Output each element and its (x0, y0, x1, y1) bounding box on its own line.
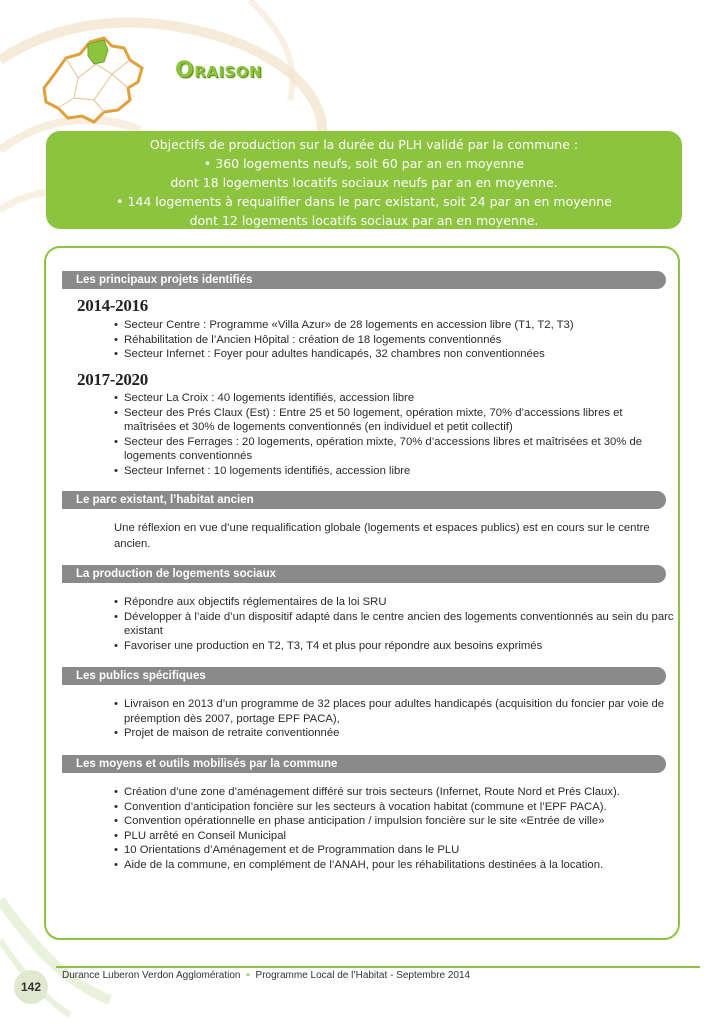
separator-text: - (390, 970, 397, 981)
list-item: • Aide de la commune, en complément de l’ANAH, pour les réhabilitations destinées à la location. (114, 858, 674, 873)
region-map-icon (38, 28, 148, 128)
list-item: • Secteur Centre : Programme «Villa Azur» de 28 logements en accession libre (T1, T2, T3) (114, 318, 674, 333)
footer-org: Durance Luberon Verdon Agglomération (62, 970, 241, 981)
footer-divider (56, 966, 700, 968)
list-item: • Secteur Infernet : Foyer pour adultes handicapés, 32 chambres non conventionnées (114, 347, 674, 362)
section-heading: La production de logements sociaux (62, 565, 666, 583)
list-item: • Secteur La Croix : 40 logements identifiés, accession libre (114, 391, 674, 406)
objectives-line: Objectifs de production sur la durée du PLH validé par la commune : (149, 137, 579, 152)
page-title: Oraison (175, 58, 263, 83)
section-heading: Les publics spécifiques (62, 667, 666, 685)
footer-text (62, 970, 470, 981)
paragraph: Une réflexion en vue d’une requalification globale (logements et espaces publics) est en cours sur le centre ancien. (114, 522, 650, 550)
list-item: • Création d’une zone d’aménagement différé sur trois secteurs (Infernet, Route Nord et Prés Claux). (114, 785, 674, 800)
period-year: 2014-2016 (77, 296, 148, 315)
list-item: • Favoriser une production en T2, T3, T4 et plus pour répondre aux besoins exprimés (114, 639, 674, 654)
list-item: • 10 Orientations d’Aménagement et de Programmation dans le PLU (114, 843, 674, 858)
list-item: • Livraison en 2013 d’un programme de 32 places pour adultes handicapés (acquisition du foncier par voie de préemption dès 2007, portage EPF PACA), (114, 697, 674, 726)
list-item: • PLU arrêté en Conseil Municipal (114, 829, 674, 844)
list-item: • Convention opérationnelle en phase anticipation / impulsion foncière sur le site «Entrée de ville» (114, 814, 674, 829)
project-list (114, 318, 674, 362)
list-item: • Secteur des Ferrages : 20 logements, opération mixte, 70% d’accessions libres et maîtrisées et 30% de logements conventionnés (114, 435, 674, 464)
objectives-line: • 360 logements neufs, soit 60 par an en moyenne (203, 156, 525, 171)
list-item: • Convention d’anticipation foncière sur les secteurs à vocation habitat (commune et l’EPF PACA). (114, 800, 674, 815)
objectives-line: dont 12 logements locatifs sociaux par an en moyenne. (189, 213, 539, 228)
list-item: • Secteur des Prés Claux (Est) : Entre 25 et 50 logement, opération mixte, 70% d’accessions libres et maîtrisées et 30% de logements conventionnés (en individuel et petit collectif) (114, 406, 674, 435)
specific-publics-list (114, 697, 674, 741)
list-item: • Secteur Infernet : 10 logements identifiés, accession libre (114, 464, 674, 479)
section-heading: Le parc existant, l’habitat ancien (62, 491, 666, 509)
list-item: • Projet de maison de retraite conventionnée (114, 726, 674, 741)
period-year: 2017-2020 (77, 370, 148, 389)
footer-doc: Programme Local de l’Habitat (255, 970, 388, 981)
objectives-line: • 144 logements à requalifier dans le parc existant, soit 24 par an en moyenne (116, 194, 612, 209)
tools-list (114, 785, 674, 872)
section-heading: Les moyens et outils mobilisés par la commune (62, 755, 666, 773)
page-number: 142 (14, 970, 48, 1004)
section-heading: Les principaux projets identifiés (62, 271, 666, 289)
project-list (114, 391, 674, 478)
social-housing-list (114, 595, 674, 653)
list-item: • Réhabilitation de l’Ancien Hôpital : création de 18 logements conventionnés (114, 333, 674, 348)
objectives-box (46, 131, 682, 229)
list-item: • Répondre aux objectifs réglementaires de la loi SRU (114, 595, 674, 610)
list-item: • Développer à l’aide d’un dispositif adapté dans le centre ancien des logements conventionnés au sein du parc existant (114, 610, 674, 639)
footer-date: Septembre 2014 (396, 970, 471, 981)
objectives-line: dont 18 logements locatifs sociaux neufs par an en moyenne. (170, 175, 558, 190)
separator-dot-icon: • (246, 970, 250, 981)
